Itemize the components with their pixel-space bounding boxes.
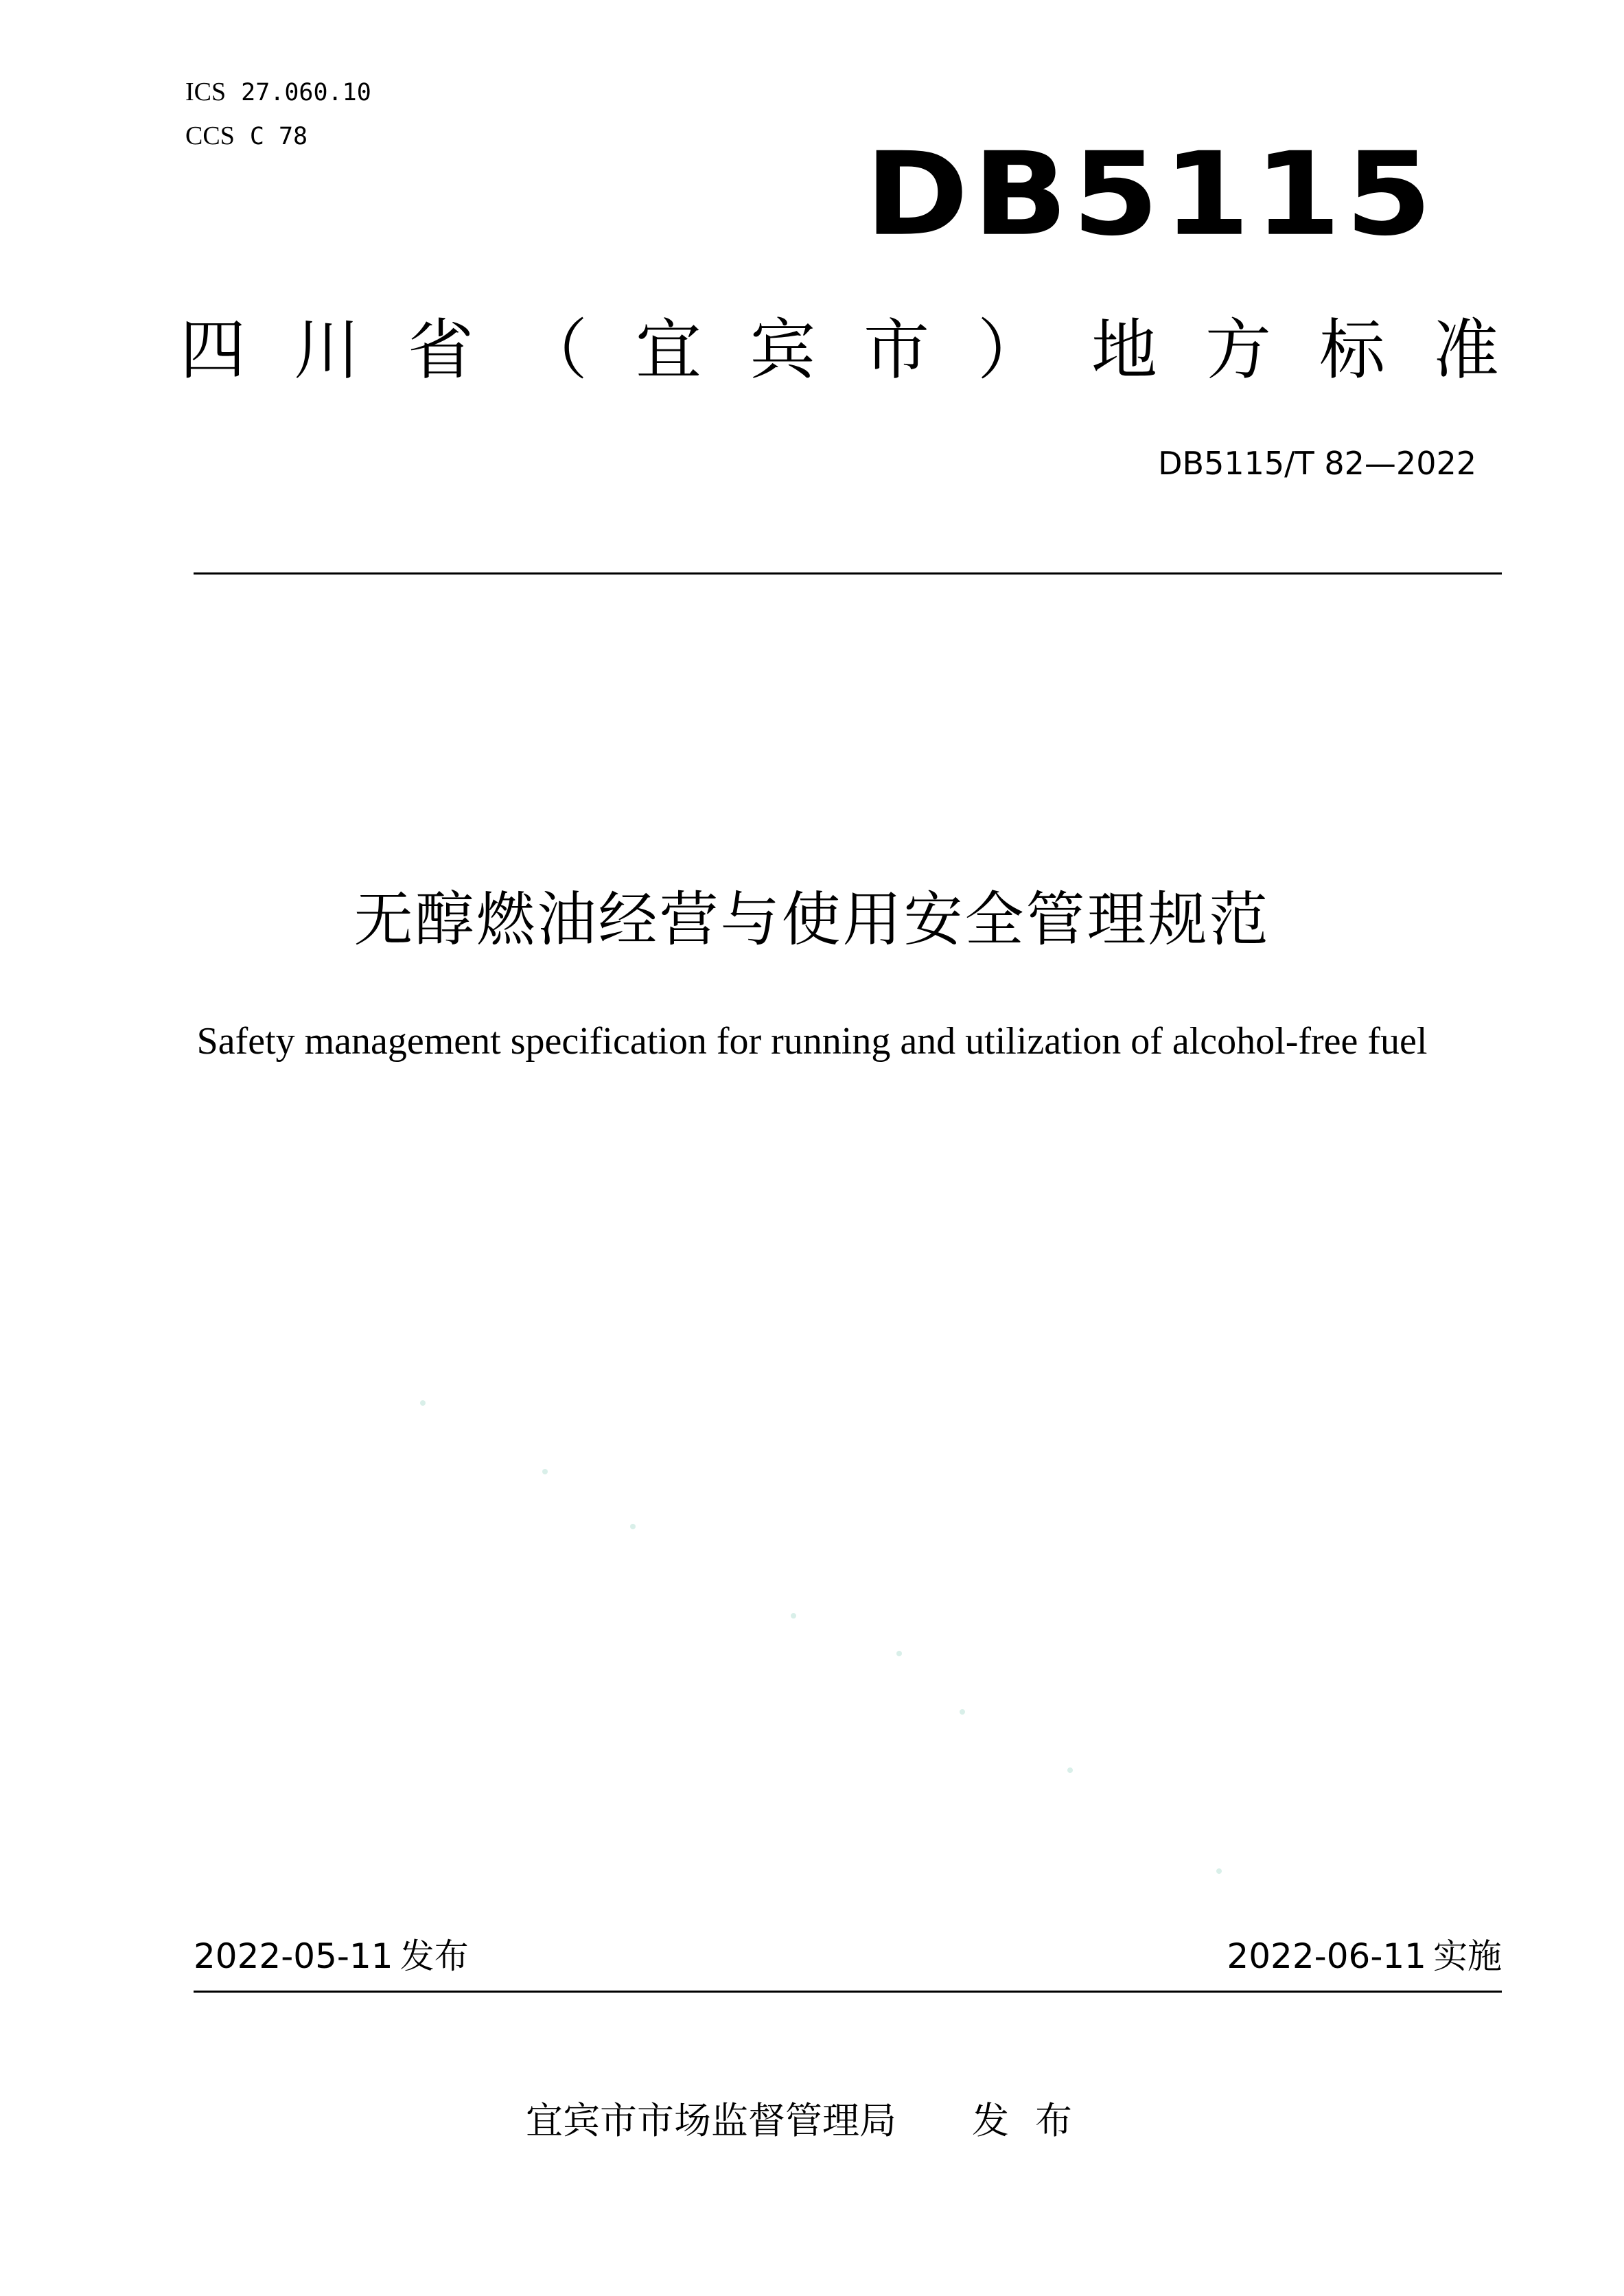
scan-speck	[896, 1651, 902, 1656]
implementation-date-label: 实施	[1433, 1936, 1502, 1976]
level-title-char: 省	[408, 312, 474, 389]
scan-speck	[1067, 1767, 1073, 1773]
scan-speck	[791, 1613, 796, 1619]
scan-speck	[960, 1709, 965, 1715]
standard-code-logo: DB5115	[865, 127, 1437, 262]
level-title-char: 准	[1433, 312, 1499, 389]
standard-level-title	[180, 312, 1499, 388]
scan-speck	[420, 1400, 426, 1406]
implementation-date	[1227, 1936, 1502, 1977]
release-date	[194, 1936, 469, 1977]
ics-code: 27.060.10	[241, 79, 371, 106]
ccs-code: C 78	[249, 123, 308, 150]
issuing-authority	[0, 2099, 1624, 2143]
ics-label: ICS	[185, 78, 227, 106]
level-title-char: 四	[180, 312, 246, 389]
level-title-char: 方	[1205, 312, 1271, 389]
release-date-label: 发布	[399, 1936, 469, 1976]
issuer-name: 宜宾市市场监督管理局	[526, 2099, 896, 2142]
issuer-verb: 发布	[972, 2099, 1098, 2142]
implementation-date-value: 2022-06-11	[1227, 1936, 1426, 1976]
level-title-char: 市	[863, 312, 929, 389]
scan-speck	[1216, 1868, 1222, 1874]
scan-speck	[542, 1469, 548, 1474]
scan-speck	[630, 1524, 636, 1529]
level-title-char: 川	[294, 312, 360, 389]
level-title-char: 宜	[636, 312, 701, 389]
document-number: DB5115/T 82—2022	[1158, 445, 1476, 482]
release-date-value: 2022-05-11	[194, 1936, 393, 1976]
level-title-char: 地	[1091, 312, 1157, 389]
ccs-label: CCS	[185, 121, 235, 150]
level-title-char: ）	[977, 312, 1043, 389]
document-title-chinese: 无醇燃油经营与使用安全管理规范	[353, 885, 1271, 954]
level-title-char: 宾	[750, 312, 815, 389]
level-title-char: 标	[1319, 312, 1385, 389]
header-divider	[194, 572, 1502, 575]
document-title-english: Safety management specification for running and utilization of alcohol-free fuel	[196, 1020, 1428, 1063]
footer-divider	[194, 1991, 1502, 1993]
ics-classification	[185, 77, 371, 108]
ccs-classification	[185, 121, 308, 152]
level-title-char: （	[522, 312, 588, 389]
